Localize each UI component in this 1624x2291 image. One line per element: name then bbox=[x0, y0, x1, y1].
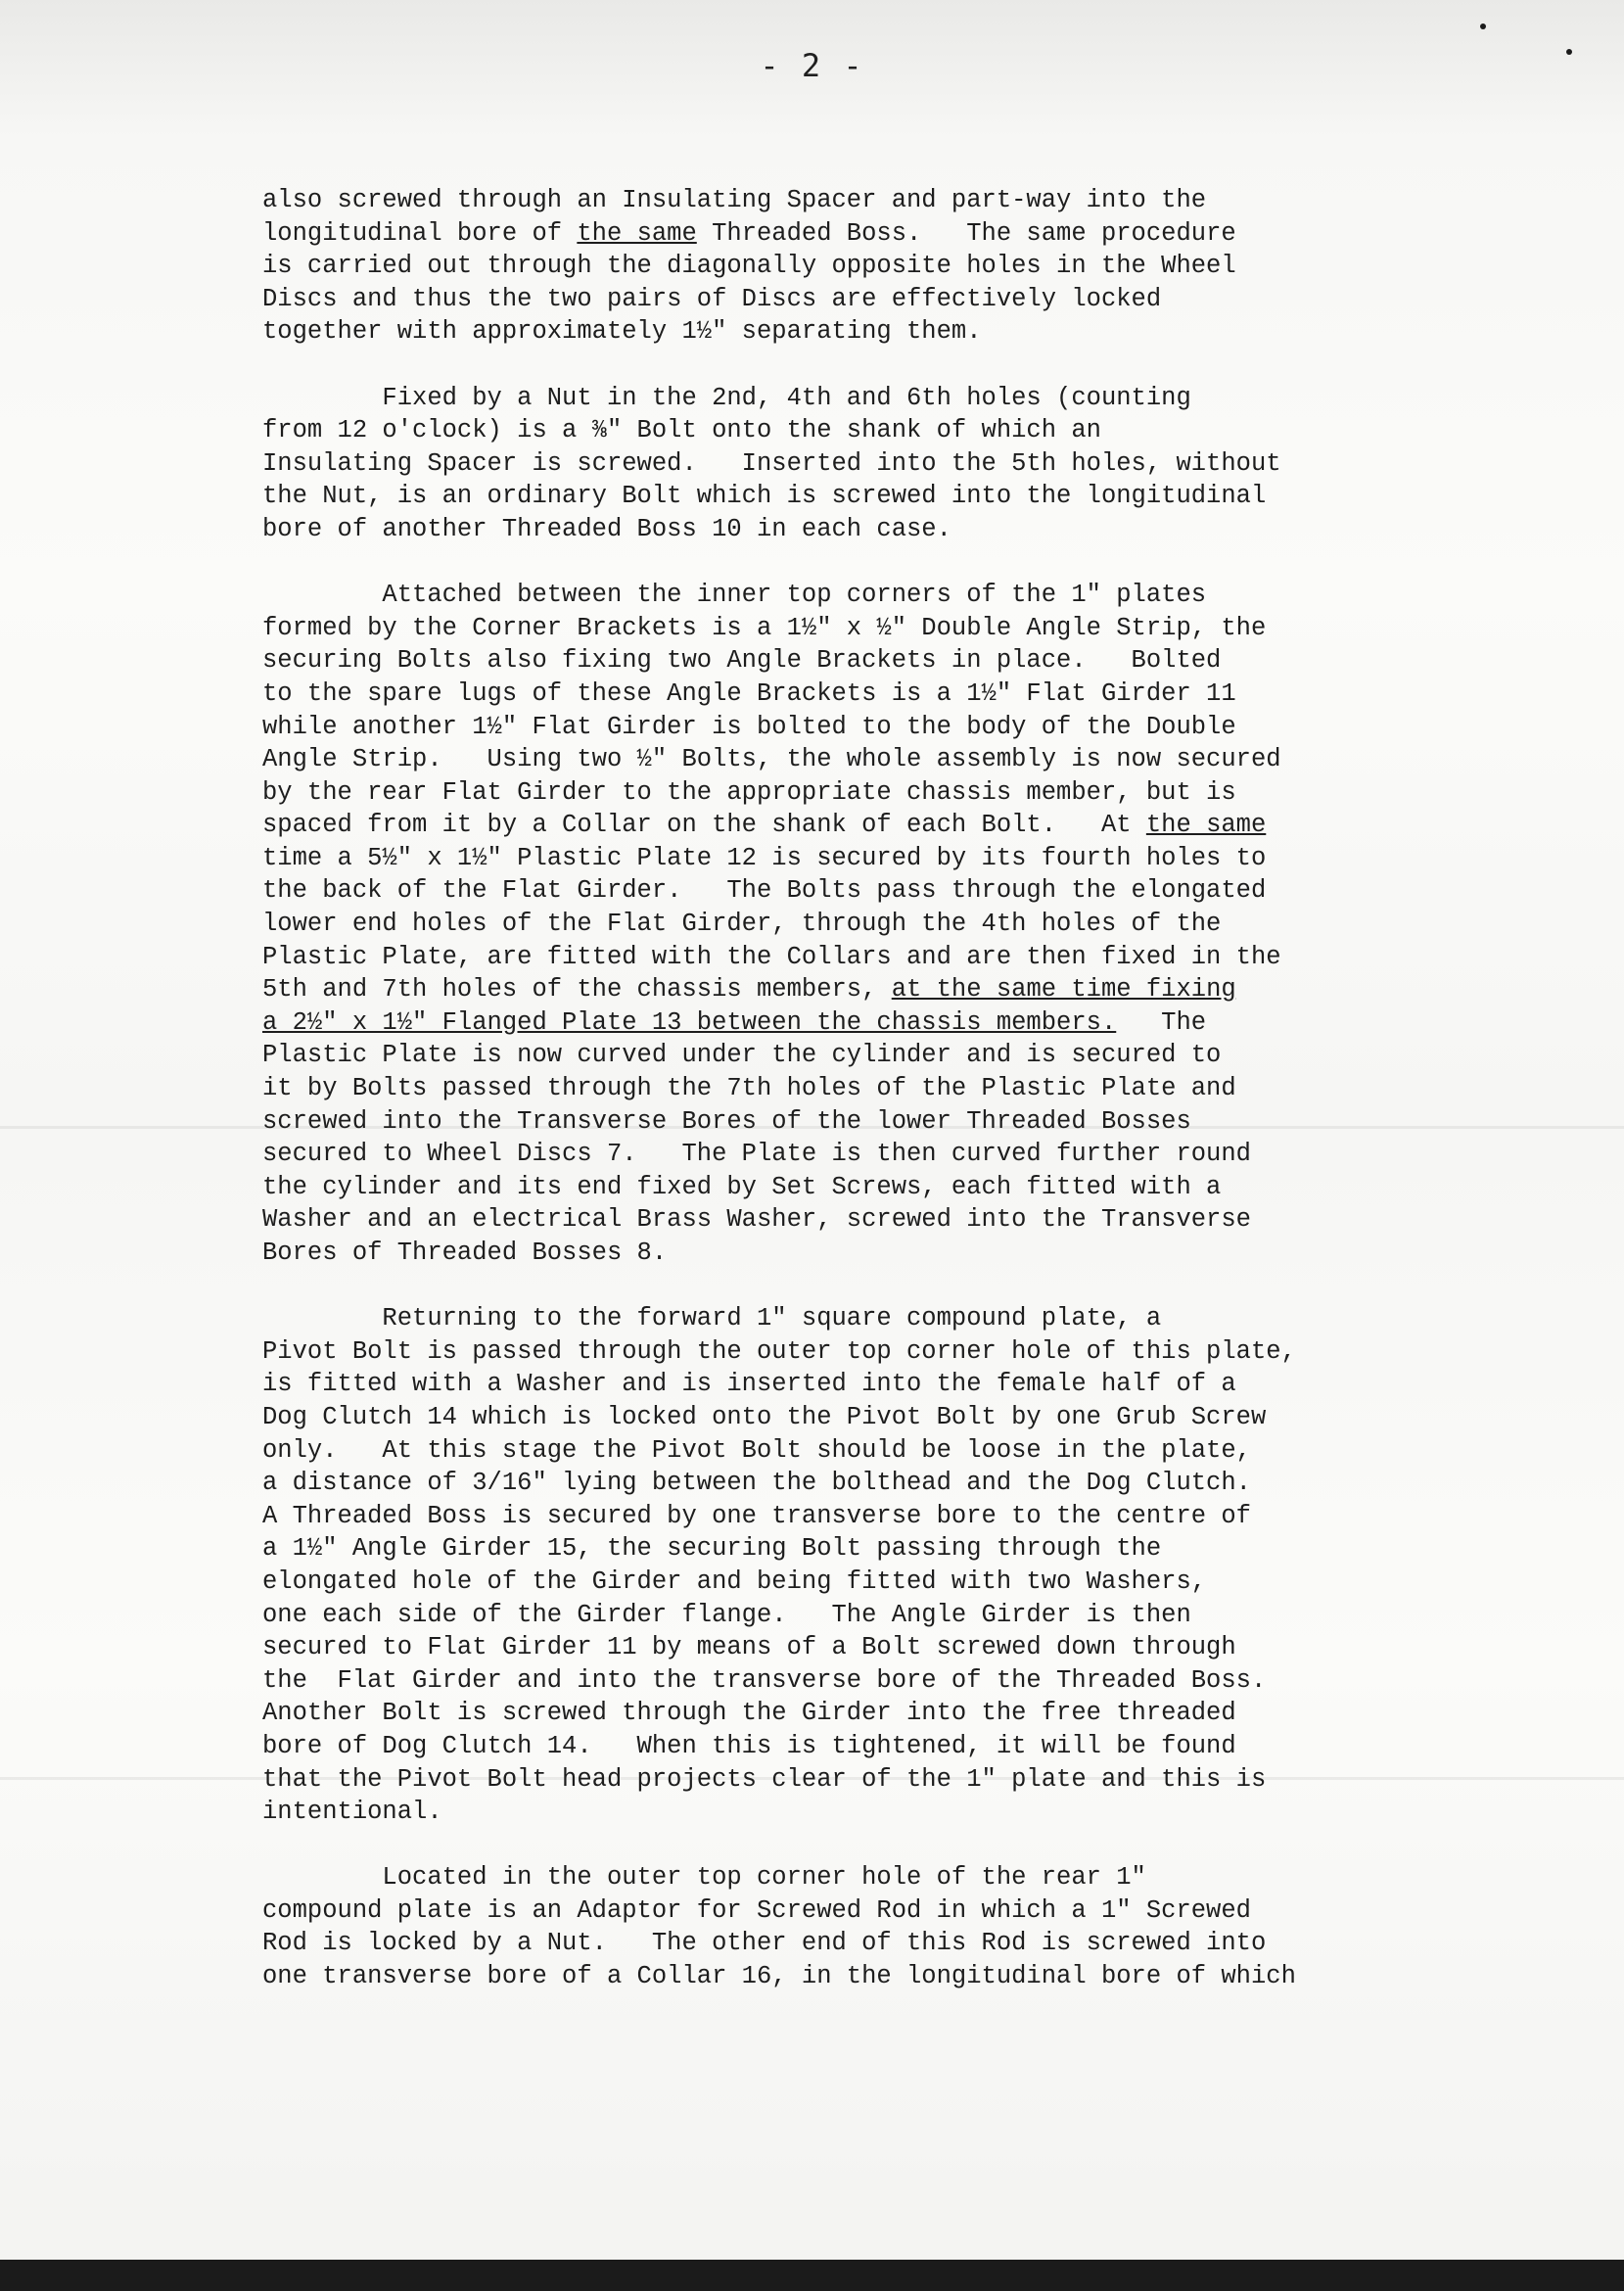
scan-bottom-edge bbox=[0, 2260, 1624, 2291]
text-line: one each side of the Girder flange. The Angle Girder is then bbox=[262, 1600, 1191, 1629]
text-line: the Flat Girder and into the transverse bore of the Threaded Boss. bbox=[262, 1665, 1267, 1695]
text-line: formed by the Corner Brackets is a 1½" x ½" Double Angle Strip, the bbox=[262, 613, 1267, 642]
text-line: Fixed by a Nut in the 2nd, 4th and 6th holes (counting bbox=[262, 383, 1191, 412]
underlined-phrase: the same bbox=[1145, 811, 1267, 840]
text-line: while another 1½" Flat Girder is bolted to the body of the Double bbox=[262, 712, 1236, 741]
text-line: secured to Flat Girder 11 by means of a Bolt screwed down through bbox=[262, 1633, 1236, 1662]
text-line: spaced from it by a Collar on the shank of each Bolt. At the same bbox=[262, 811, 1267, 840]
text-line: compound plate is an Adaptor for Screwed Rod in which a 1" Screwed bbox=[262, 1895, 1251, 1925]
text-line: bore of another Threaded Boss 10 in each case. bbox=[262, 514, 951, 543]
text-line: by the rear Flat Girder to the appropriate chassis member, but is bbox=[262, 777, 1236, 807]
paragraph-gap bbox=[262, 546, 1427, 580]
text-line: elongated hole of the Girder and being fitted with two Washers, bbox=[262, 1566, 1207, 1596]
text-line: secured to Wheel Discs 7. The Plate is then curved further round bbox=[262, 1140, 1251, 1169]
underlined-phrase: at the same time fixing bbox=[891, 975, 1236, 1005]
text-line: to the spare lugs of these Angle Brackets is a 1½" Flat Girder 11 bbox=[262, 678, 1236, 708]
paragraph-gap bbox=[262, 1270, 1427, 1303]
text-line: one transverse bore of a Collar 16, in the longitudinal bore of which bbox=[262, 1962, 1296, 1991]
text-line: a 1½" Angle Girder 15, the securing Bolt passing through the bbox=[262, 1534, 1162, 1564]
text-line: Pivot Bolt is passed through the outer top corner hole of this plate, bbox=[262, 1336, 1296, 1366]
document-body bbox=[262, 184, 1427, 1993]
text-line: longitudinal bore of the same Threaded Boss. The same procedure bbox=[262, 218, 1236, 248]
text-line: is carried out through the diagonally opposite holes in the Wheel bbox=[262, 252, 1236, 281]
page-number: - 2 - bbox=[760, 47, 864, 84]
text-line: the back of the Flat Girder. The Bolts pass through the elongated bbox=[262, 876, 1267, 906]
underlined-phrase: the same bbox=[577, 218, 697, 248]
text-line: Another Bolt is screwed through the Girder into the free threaded bbox=[262, 1699, 1236, 1728]
text-line: together with approximately 1½" separating them. bbox=[262, 317, 982, 347]
text-line: Discs and thus the two pairs of Discs are effectively locked bbox=[262, 284, 1162, 313]
paragraph-gap bbox=[262, 1829, 1427, 1862]
text-line: 5th and 7th holes of the chassis members, at the same time fixing bbox=[262, 975, 1236, 1005]
text-line: the cylinder and its end fixed by Set Screws, each fitted with a bbox=[262, 1172, 1222, 1201]
text-line: lower end holes of the Flat Girder, through the 4th holes of the bbox=[262, 910, 1222, 939]
text-line: is fitted with a Washer and is inserted into the female half of a bbox=[262, 1370, 1236, 1399]
text-line: it by Bolts passed through the 7th holes of the Plastic Plate and bbox=[262, 1074, 1236, 1103]
text-line: intentional. bbox=[262, 1798, 442, 1827]
underlined-phrase: a 2½" x 1½" Flanged Plate 13 between the chassis members. bbox=[262, 1007, 1117, 1037]
text-line: Attached between the inner top corners of the 1" plates bbox=[262, 581, 1207, 610]
text-line: Returning to the forward 1" square compound plate, a bbox=[262, 1304, 1162, 1333]
text-line: Washer and an electrical Brass Washer, screwed into the Transverse bbox=[262, 1205, 1251, 1235]
text-line: a 2½" x 1½" Flanged Plate 13 between the chassis members. The bbox=[262, 1007, 1207, 1037]
text-line: screwed into the Transverse Bores of the lower Threaded Bosses bbox=[262, 1106, 1191, 1136]
paragraph-gap bbox=[262, 349, 1427, 382]
text-line: Rod is locked by a Nut. The other end of this Rod is screwed into bbox=[262, 1929, 1267, 1958]
text-line: a distance of 3/16" lying between the bolthead and the Dog Clutch. bbox=[262, 1469, 1251, 1498]
text-line: the Nut, is an ordinary Bolt which is screwed into the longitudinal bbox=[262, 482, 1267, 511]
text-line: Bores of Threaded Bosses 8. bbox=[262, 1239, 668, 1267]
text-line: Insulating Spacer is screwed. Inserted into the 5th holes, without bbox=[262, 448, 1281, 478]
text-line: from 12 o'clock) is a ⅜" Bolt onto the shank of which an bbox=[262, 416, 1101, 445]
text-line: Angle Strip. Using two ½" Bolts, the whole assembly is now secured bbox=[262, 745, 1281, 774]
text-line: Dog Clutch 14 which is locked onto the Pivot Bolt by one Grub Screw bbox=[262, 1402, 1267, 1431]
text-line: securing Bolts also fixing two Angle Brackets in place. Bolted bbox=[262, 646, 1222, 676]
text-line: A Threaded Boss is secured by one transverse bore to the centre of bbox=[262, 1501, 1251, 1530]
text-line: Located in the outer top corner hole of the rear 1" bbox=[262, 1863, 1146, 1893]
text-line: bore of Dog Clutch 14. When this is tightened, it will be found bbox=[262, 1731, 1236, 1760]
text-line: time a 5½" x 1½" Plastic Plate 12 is secured by its fourth holes to bbox=[262, 843, 1267, 872]
text-line: that the Pivot Bolt head projects clear of the 1" plate and this is bbox=[262, 1764, 1267, 1794]
text-line: only. At this stage the Pivot Bolt should be loose in the plate, bbox=[262, 1435, 1251, 1465]
text-line: also screwed through an Insulating Spacer and part-way into the bbox=[262, 186, 1207, 214]
text-line: Plastic Plate is now curved under the cylinder and is secured to bbox=[262, 1041, 1222, 1070]
text-line: Plastic Plate, are fitted with the Collars and are then fixed in the bbox=[262, 942, 1281, 971]
ink-speck bbox=[1480, 23, 1486, 29]
